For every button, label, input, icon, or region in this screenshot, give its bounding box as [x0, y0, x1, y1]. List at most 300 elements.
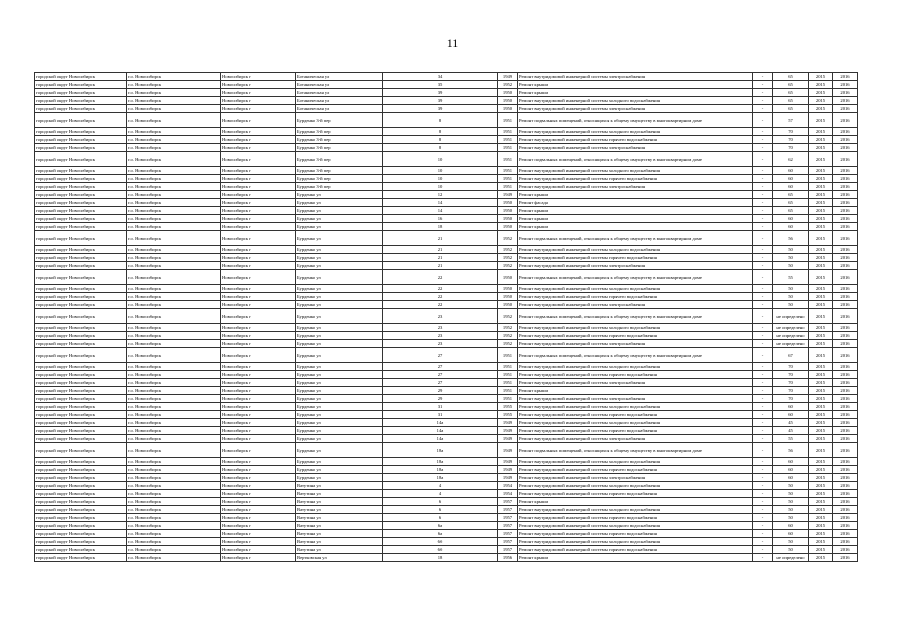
table-cell: Бурденко ул [296, 411, 383, 419]
table-cell: 65 [773, 81, 809, 89]
table-cell: Бурденко 3-й пер [296, 113, 383, 128]
table-cell: 2015 [809, 309, 833, 324]
table-cell: 2016 [833, 81, 858, 89]
table-cell: 2016 [833, 301, 858, 309]
table-cell: городской округ Новосибирск [35, 482, 127, 490]
table-cell: не определено [773, 332, 809, 340]
table-cell: - [753, 246, 773, 254]
table-cell: Новосибирск г [221, 309, 296, 324]
table-cell: 2015 [809, 183, 833, 191]
table-row [35, 191, 858, 199]
table-row [35, 136, 858, 144]
table-cell: 4 [383, 482, 498, 490]
repair-program-table [34, 72, 858, 562]
table-cell: Новосибирск г [221, 419, 296, 427]
table-row [35, 285, 858, 293]
table-cell: 65 [773, 97, 809, 105]
table-cell: 60 [773, 175, 809, 183]
table-cell: 1956 [498, 554, 518, 562]
table-cell: 2015 [809, 482, 833, 490]
table-cell: г.о. Новосибирск [127, 183, 221, 191]
table-cell: Бурденко 3-й пер [296, 183, 383, 191]
table-cell: городской округ Новосибирск [35, 254, 127, 262]
table-cell: 1951 [498, 387, 518, 395]
table-cell: 10 [383, 152, 498, 167]
table-cell: 2016 [833, 215, 858, 223]
table-cell: г.о. Новосибирск [127, 435, 221, 443]
table-cell: - [753, 293, 773, 301]
table-cell: - [753, 144, 773, 152]
table-cell: городской округ Новосибирск [35, 309, 127, 324]
table-row [35, 152, 858, 167]
table-cell: Бурденко ул [296, 191, 383, 199]
table-cell: Ремонт внутридомовой инженерной системы холодного водоснабжения [518, 324, 753, 332]
table-row [35, 403, 858, 411]
table-cell: Бурденко ул [296, 474, 383, 482]
table-cell: 2015 [809, 246, 833, 254]
table-cell: Новосибирск г [221, 215, 296, 223]
table-cell: Ботаническая ул [296, 81, 383, 89]
table-cell: городской округ Новосибирск [35, 363, 127, 371]
table-cell: 2016 [833, 538, 858, 546]
table-cell: Ремонт подвальных помещений, относящихся к общему имуществу в многоквартирном доме [518, 270, 753, 285]
table-cell: - [753, 175, 773, 183]
table-cell: г.о. Новосибирск [127, 340, 221, 348]
table-cell: 55 [773, 270, 809, 285]
table-cell: Новосибирск г [221, 262, 296, 270]
table-cell: Ремонт внутридомовой инженерной системы горячего водоснабжения [518, 175, 753, 183]
table-cell: 2015 [809, 89, 833, 97]
table-cell: 60 [773, 167, 809, 175]
table-cell: Новосибирск г [221, 270, 296, 285]
table-cell: 2015 [809, 324, 833, 332]
table-cell: 70 [773, 371, 809, 379]
table-cell: - [753, 363, 773, 371]
table-cell: г.о. Новосибирск [127, 419, 221, 427]
table-cell: г.о. Новосибирск [127, 167, 221, 175]
table-cell: 39 [383, 97, 498, 105]
table-cell: городской округ Новосибирск [35, 530, 127, 538]
table-cell: 50 [773, 482, 809, 490]
table-cell: городской округ Новосибирск [35, 301, 127, 309]
table-cell: Бурденко ул [296, 301, 383, 309]
table-cell: - [753, 538, 773, 546]
table-cell: Ботаническая ул [296, 97, 383, 105]
table-cell: Бурденко ул [296, 223, 383, 231]
table-cell: 60 [773, 223, 809, 231]
table-cell: 50 [773, 506, 809, 514]
table-row [35, 73, 858, 81]
table-cell: 2016 [833, 191, 858, 199]
table-cell: 2015 [809, 270, 833, 285]
table-cell: 1949 [498, 443, 518, 458]
table-cell: не определено [773, 309, 809, 324]
table-cell: городской округ Новосибирск [35, 113, 127, 128]
table-cell: городской округ Новосибирск [35, 215, 127, 223]
table-cell: г.о. Новосибирск [127, 538, 221, 546]
table-cell: г.о. Новосибирск [127, 348, 221, 363]
table-cell: г.о. Новосибирск [127, 309, 221, 324]
table-cell: Ботаническая ул [296, 89, 383, 97]
table-cell: 50 [773, 514, 809, 522]
table-cell: 8 [383, 144, 498, 152]
table-cell: Бурденко ул [296, 231, 383, 246]
table-cell: городской округ Новосибирск [35, 443, 127, 458]
table-row [35, 419, 858, 427]
table-cell: Новосибирск г [221, 506, 296, 514]
table-cell: 6б [383, 546, 498, 554]
table-cell: Новосибирск г [221, 285, 296, 293]
table-cell: 2015 [809, 554, 833, 562]
table-cell: 50 [773, 285, 809, 293]
table-cell: 60 [773, 530, 809, 538]
table-cell: Новосибирск г [221, 371, 296, 379]
table-cell: 70 [773, 387, 809, 395]
table-cell: Бурденко ул [296, 199, 383, 207]
table-cell: Новосибирск г [221, 522, 296, 530]
table-cell: 22 [383, 301, 498, 309]
table-cell: 1951 [498, 128, 518, 136]
table-cell: - [753, 136, 773, 144]
table-cell: Ремонт крыши [518, 554, 753, 562]
table-cell: Бурденко ул [296, 466, 383, 474]
table-cell: - [753, 324, 773, 332]
table-cell: 23 [383, 309, 498, 324]
table-cell: 1949 [498, 474, 518, 482]
table-cell: 1951 [498, 113, 518, 128]
table-cell: 2016 [833, 506, 858, 514]
table-cell: Бурденко ул [296, 324, 383, 332]
table-cell: 50 [773, 546, 809, 554]
table-cell: 6 [383, 506, 498, 514]
table-cell: г.о. Новосибирск [127, 474, 221, 482]
table-row [35, 293, 858, 301]
table-cell: Бурденко 3-й пер [296, 175, 383, 183]
table-cell: 2015 [809, 348, 833, 363]
table-cell: городской округ Новосибирск [35, 167, 127, 175]
table-cell: Бурденко ул [296, 443, 383, 458]
table-cell: 1952 [498, 254, 518, 262]
table-cell: не определено [773, 554, 809, 562]
table-cell: Ремонт внутридомовой инженерной системы горячего водоснабжения [518, 293, 753, 301]
table-cell: 2016 [833, 128, 858, 136]
table-cell: 70 [773, 136, 809, 144]
table-cell: г.о. Новосибирск [127, 395, 221, 403]
table-cell: - [753, 435, 773, 443]
table-cell: 31 [383, 403, 498, 411]
table-cell: 2016 [833, 498, 858, 506]
table-row [35, 371, 858, 379]
table-cell: 1951 [498, 379, 518, 387]
table-cell: Новосибирск г [221, 89, 296, 97]
table-cell: Ремонт внутридомовой инженерной системы холодного водоснабжения [518, 506, 753, 514]
table-cell: городской округ Новосибирск [35, 546, 127, 554]
table-cell: 2016 [833, 371, 858, 379]
table-cell: 8 [383, 128, 498, 136]
table-cell: - [753, 348, 773, 363]
table-cell: городской округ Новосибирск [35, 128, 127, 136]
table-cell: 60 [773, 522, 809, 530]
table-cell: 50 [773, 254, 809, 262]
table-cell: городской округ Новосибирск [35, 199, 127, 207]
table-cell: 1950 [498, 97, 518, 105]
table-cell: городской округ Новосибирск [35, 191, 127, 199]
table-cell: Ремонт внутридомовой инженерной системы холодного водоснабжения [518, 128, 753, 136]
table-cell: городской округ Новосибирск [35, 270, 127, 285]
table-cell: - [753, 301, 773, 309]
table-cell: городской округ Новосибирск [35, 175, 127, 183]
table-cell: 2016 [833, 435, 858, 443]
table-cell: Новосибирск г [221, 231, 296, 246]
table-cell: 1950 [498, 223, 518, 231]
table-cell: 60 [773, 466, 809, 474]
table-cell: г.о. Новосибирск [127, 113, 221, 128]
table-cell: Бурденко ул [296, 293, 383, 301]
table-cell: Ремонт крыши [518, 223, 753, 231]
table-cell: Ремонт внутридомовой инженерной системы электроснабжения [518, 144, 753, 152]
table-cell: 23 [383, 332, 498, 340]
table-row [35, 215, 858, 223]
table-cell: Бурденко ул [296, 435, 383, 443]
table-cell: 6б [383, 538, 498, 546]
table-cell: 10 [383, 175, 498, 183]
table-cell: 2015 [809, 411, 833, 419]
table-cell: Ватутина ул [296, 482, 383, 490]
table-cell: Бурденко ул [296, 254, 383, 262]
table-cell: 2015 [809, 466, 833, 474]
table-cell: 65 [773, 191, 809, 199]
table-cell: Ремонт подвальных помещений, относящихся к общему имуществу в многоквартирном доме [518, 113, 753, 128]
table-cell: Бурденко ул [296, 262, 383, 270]
table-cell: 65 [773, 89, 809, 97]
table-cell: Новосибирск г [221, 443, 296, 458]
table-cell: Новосибирск г [221, 175, 296, 183]
table-cell: 2016 [833, 419, 858, 427]
table-cell: городской округ Новосибирск [35, 293, 127, 301]
table-cell: 1949 [498, 458, 518, 466]
table-cell: 2016 [833, 152, 858, 167]
table-cell: 67 [773, 348, 809, 363]
table-cell: городской округ Новосибирск [35, 427, 127, 435]
table-cell: Ремонт внутридомовой инженерной системы холодного водоснабжения [518, 482, 753, 490]
table-cell: Ремонт крыши [518, 207, 753, 215]
table-cell: г.о. Новосибирск [127, 223, 221, 231]
table-cell: - [753, 546, 773, 554]
table-cell: 2016 [833, 73, 858, 81]
table-cell: Ремонт внутридомовой инженерной системы горячего водоснабжения [518, 371, 753, 379]
page-number: 11 [446, 36, 459, 50]
table-cell: Бурденко ул [296, 215, 383, 223]
table-cell: Новосибирск г [221, 538, 296, 546]
table-cell: Ватутина ул [296, 506, 383, 514]
table-row [35, 340, 858, 348]
table-cell: 1950 [498, 285, 518, 293]
table-cell: 2016 [833, 105, 858, 113]
table-cell: Новосибирск г [221, 246, 296, 254]
table-cell: городской округ Новосибирск [35, 554, 127, 562]
table-cell: 60 [773, 403, 809, 411]
table-cell: г.о. Новосибирск [127, 403, 221, 411]
table-cell: - [753, 387, 773, 395]
table-cell: Бурденко ул [296, 387, 383, 395]
table-cell: Ботаническая ул [296, 73, 383, 81]
table-cell: Новосибирск г [221, 207, 296, 215]
table-cell: Новосибирск г [221, 105, 296, 113]
table-cell: Бурденко ул [296, 419, 383, 427]
table-cell: Ремонт крыши [518, 191, 753, 199]
table-cell: - [753, 490, 773, 498]
table-cell: - [753, 183, 773, 191]
table-cell: 65 [773, 105, 809, 113]
table-cell: - [753, 395, 773, 403]
table-cell: городской округ Новосибирск [35, 458, 127, 466]
table-cell: 2016 [833, 113, 858, 128]
table-cell: г.о. Новосибирск [127, 97, 221, 105]
table-cell: 56 [773, 443, 809, 458]
table-cell: - [753, 474, 773, 482]
table-row [35, 498, 858, 506]
table-cell: 2016 [833, 207, 858, 215]
table-cell: 2016 [833, 363, 858, 371]
table-cell: 2015 [809, 136, 833, 144]
table-cell: Ремонт внутридомовой инженерной системы электроснабжения [518, 301, 753, 309]
table-cell: 6а [383, 530, 498, 538]
table-cell: городской округ Новосибирск [35, 105, 127, 113]
table-cell: Бурденко ул [296, 403, 383, 411]
table-cell: Новосибирск г [221, 136, 296, 144]
table-cell: Новосибирск г [221, 546, 296, 554]
table-cell: Новосибирск г [221, 340, 296, 348]
table-cell: 1955 [498, 411, 518, 419]
table-cell: Ремонт внутридомовой инженерной системы горячего водоснабжения [518, 411, 753, 419]
table-cell: Ремонт внутридомовой инженерной системы электроснабжения [518, 73, 753, 81]
table-cell: Новосибирск г [221, 293, 296, 301]
table-cell: Ремонт внутридомовой инженерной системы холодного водоснабжения [518, 522, 753, 530]
table-cell: г.о. Новосибирск [127, 427, 221, 435]
table-cell: 1950 [498, 270, 518, 285]
table-cell: Бурденко ул [296, 285, 383, 293]
table-cell: 2015 [809, 458, 833, 466]
table-cell: - [753, 554, 773, 562]
table-cell: г.о. Новосибирск [127, 498, 221, 506]
table-row [35, 262, 858, 270]
table-cell: 1951 [498, 371, 518, 379]
table-row [35, 81, 858, 89]
table-cell: 2016 [833, 427, 858, 435]
table-cell: - [753, 152, 773, 167]
table-cell: 1951 [498, 363, 518, 371]
table-cell: г.о. Новосибирск [127, 466, 221, 474]
table-cell: - [753, 73, 773, 81]
table-row [35, 167, 858, 175]
table-cell: 8 [383, 113, 498, 128]
table-cell: 2016 [833, 546, 858, 554]
table-cell: Бурденко 3-й пер [296, 144, 383, 152]
table-cell: 16 [383, 215, 498, 223]
table-cell: 10 [383, 167, 498, 175]
table-cell: городской округ Новосибирск [35, 522, 127, 530]
table-cell: г.о. Новосибирск [127, 73, 221, 81]
table-cell: Новосибирск г [221, 435, 296, 443]
table-cell: 2015 [809, 113, 833, 128]
table-cell: - [753, 199, 773, 207]
table-row [35, 324, 858, 332]
table-cell: городской округ Новосибирск [35, 136, 127, 144]
table-cell: Ремонт подвальных помещений, относящихся к общему имуществу в многоквартирном доме [518, 443, 753, 458]
table-cell: Новосибирск г [221, 183, 296, 191]
table-cell: 2015 [809, 293, 833, 301]
table-cell: г.о. Новосибирск [127, 514, 221, 522]
table-cell: 2015 [809, 387, 833, 395]
table-cell: городской округ Новосибирск [35, 506, 127, 514]
table-cell: г.о. Новосибирск [127, 136, 221, 144]
table-cell: Ремонт внутридомовой инженерной системы холодного водоснабжения [518, 403, 753, 411]
table-cell: 14 [383, 199, 498, 207]
table-cell: Ремонт внутридомовой инженерной системы электроснабжения [518, 183, 753, 191]
table-cell: - [753, 207, 773, 215]
table-cell: - [753, 506, 773, 514]
table-cell: 2016 [833, 458, 858, 466]
table-cell: Ремонт подвальных помещений, относящихся к общему имуществу в многоквартирном доме [518, 348, 753, 363]
table-row [35, 105, 858, 113]
table-cell: - [753, 270, 773, 285]
table-cell: городской округ Новосибирск [35, 371, 127, 379]
table-cell: городской округ Новосибирск [35, 498, 127, 506]
table-cell: г.о. Новосибирск [127, 270, 221, 285]
table-cell: 1952 [498, 231, 518, 246]
table-cell: 1957 [498, 530, 518, 538]
table-cell: 2016 [833, 530, 858, 538]
table-cell: 2015 [809, 167, 833, 175]
table-cell: Новосибирск г [221, 301, 296, 309]
table-cell: 1954 [498, 490, 518, 498]
table-cell: 1949 [498, 466, 518, 474]
table-cell: городской округ Новосибирск [35, 419, 127, 427]
table-cell: Новосибирск г [221, 167, 296, 175]
table-cell: 2016 [833, 246, 858, 254]
table-cell: 21 [383, 262, 498, 270]
table-cell: городской округ Новосибирск [35, 246, 127, 254]
table-cell: 27 [383, 379, 498, 387]
table-row [35, 97, 858, 105]
table-cell: 2015 [809, 514, 833, 522]
table-cell: Ремонт внутридомовой инженерной системы холодного водоснабжения [518, 285, 753, 293]
table-cell: городской округ Новосибирск [35, 81, 127, 89]
table-cell: Бурденко ул [296, 340, 383, 348]
table-cell: г.о. Новосибирск [127, 554, 221, 562]
table-cell: Ремонт внутридомовой инженерной системы горячего водоснабжения [518, 254, 753, 262]
table-cell: 2016 [833, 97, 858, 105]
table-cell: 50 [773, 293, 809, 301]
table-cell: - [753, 223, 773, 231]
table-cell: 1951 [498, 348, 518, 363]
table-cell: Новосибирск г [221, 379, 296, 387]
table-cell: 2016 [833, 411, 858, 419]
table-cell: 8 [383, 136, 498, 144]
table-cell: Новосибирск г [221, 530, 296, 538]
table-cell: Новосибирск г [221, 223, 296, 231]
table-cell: Новосибирск г [221, 411, 296, 419]
table-cell: 2016 [833, 270, 858, 285]
table-cell: 2016 [833, 482, 858, 490]
table-cell: Ремонт внутридомовой инженерной системы электроснабжения [518, 435, 753, 443]
table-cell: 2016 [833, 175, 858, 183]
table-cell: - [753, 262, 773, 270]
table-cell: Ремонт внутридомовой инженерной системы электроснабжения [518, 395, 753, 403]
table-cell: Новосибирск г [221, 498, 296, 506]
table-cell: 1957 [498, 498, 518, 506]
table-cell: г.о. Новосибирск [127, 379, 221, 387]
